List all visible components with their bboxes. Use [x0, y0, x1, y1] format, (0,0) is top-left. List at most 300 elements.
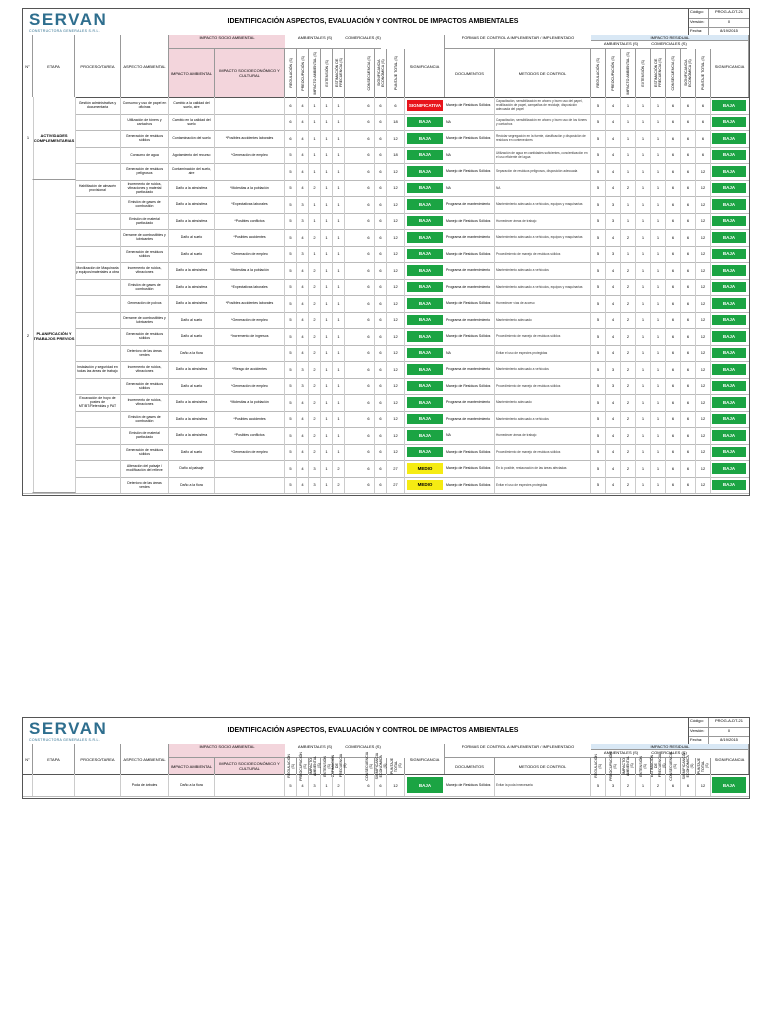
header-residual-score-4 [636, 755, 651, 777]
cell-impacto-ambiental: Contaminación del suelo [169, 130, 215, 147]
header-score-label: EXTENSIÓN (S) [324, 59, 329, 87]
date-label: Fecha: [689, 28, 709, 37]
cell-residual-score: 1 [636, 774, 651, 796]
cell-impacto-socio: *Molestias a la población [215, 262, 285, 279]
cell-impacto-socio: *Molestias a la población [215, 180, 285, 197]
cell-documento: Manejo de Residuos Sólidos [445, 444, 495, 461]
header-residual-score-8 [696, 758, 711, 774]
table-row [23, 279, 749, 297]
significance-badge: BAJA [407, 133, 443, 144]
header-metodos: METODOS DE CONTROL [495, 49, 591, 97]
header-group-ambientales: AMBIENTALES (S) [285, 35, 345, 49]
cell-metodo: Evitar el uso de especies protegidas [495, 477, 591, 494]
significance-badge: BAJA [407, 777, 443, 793]
cell-score: 6 [375, 114, 387, 131]
cell-impacto-socio: *Incremento de ingresos [215, 328, 285, 345]
cell-residual-score: 5 [591, 147, 606, 164]
cell-score: 2 [309, 345, 321, 362]
cell-score: 5 [285, 774, 297, 796]
cell-residual-score: 6 [666, 196, 681, 213]
cell-residual-score: 5 [591, 97, 606, 114]
cell-residual-score: 4 [606, 114, 621, 131]
cell-score: 12 [387, 361, 405, 378]
cell-residual-score: 6 [681, 774, 696, 796]
header-significancia-residual: SIGNIFICANCIA [711, 744, 749, 774]
cell-impacto-socio [215, 114, 285, 131]
cell-impacto-ambiental: Daño al suelo [169, 229, 215, 246]
cell-residual-score: 1 [651, 378, 666, 395]
cell-score: 18 [387, 147, 405, 164]
header-residual-score-4 [636, 49, 651, 97]
cell-residual-score: 5 [591, 262, 606, 279]
cell-residual-score: 1 [636, 180, 651, 197]
cell-score: 3 [297, 361, 309, 378]
cell-residual-score: 6 [666, 345, 681, 362]
residual-significance-badge: BAJA [712, 397, 746, 408]
cell-metodo: Procedimiento de manejo de residuos sólidos [495, 444, 591, 461]
cell-score: 1 [333, 312, 345, 329]
cell-score: 12 [387, 279, 405, 296]
cell-residual-score: 5 [591, 130, 606, 147]
cell-score: 5 [285, 378, 297, 395]
cell-residual-score: 6 [681, 246, 696, 263]
cell-residual-score: 6 [681, 345, 696, 362]
cell-score: 6 [363, 114, 375, 131]
cell-score: 1 [321, 114, 333, 131]
cell-residual-score: 6 [681, 114, 696, 131]
cell-residual-score: 2 [621, 295, 636, 312]
cell-proceso: Excavación de hoyo de postes de MT/BT/Retenidas y PAT [75, 394, 121, 411]
cell-score: 1 [321, 246, 333, 263]
header-score-label: SIGNIFICANCIA ECONÓMICA (S) [376, 59, 385, 87]
code-value: PROG-A-DT-21 [714, 9, 743, 14]
cell-residual-score: 3 [606, 378, 621, 395]
cell-residual-score: 4 [606, 328, 621, 345]
cell-proceso: Movilización de Maquinaria y equipos/materiales a obra [75, 262, 121, 279]
cell-score: 12 [387, 345, 405, 362]
cell-score: 1 [333, 114, 345, 131]
table-row [23, 213, 749, 231]
cell-proceso [75, 130, 121, 147]
cell-residual-score: 6 [681, 477, 696, 494]
header-score-label: IMPACTO AMBIENTAL (S) [308, 755, 321, 776]
sheet-header-2 [23, 718, 749, 745]
cell-impacto-socio: *Generación de empleo [215, 246, 285, 263]
cell-residual-score: 5 [591, 180, 606, 197]
cell-impacto-socio: *Posibles accidentes laborales [215, 130, 285, 147]
header-score-label: ESTIMACIÓN DE FRECUENCIA (S) [334, 58, 343, 88]
cell-proceso: Instalación y seguridad en todas las áreas de trabajo [75, 361, 121, 378]
cell-score: 6 [363, 361, 375, 378]
cell-residual-score: 1 [636, 163, 651, 180]
cell-score: 6 [375, 213, 387, 230]
cell-score: 1 [333, 279, 345, 296]
cell-residual-score: 12 [696, 394, 711, 411]
cell-score: 12 [387, 213, 405, 230]
table-row [23, 378, 749, 396]
header-proceso: PROCESO/TAREA [75, 35, 121, 97]
cell-score: 1 [321, 130, 333, 147]
date-value-2: 8/19/2015 [720, 737, 738, 743]
cell-score: 1 [309, 114, 321, 131]
header-residual-comerciales: COMERCIALES (S) [651, 750, 687, 758]
cell-residual-score: 12 [696, 312, 711, 329]
cell-score: 12 [387, 229, 405, 246]
cell-score: 6 [285, 97, 297, 114]
cell-residual-score: 6 [666, 180, 681, 197]
document-meta [688, 9, 749, 35]
header-residual-score-7 [681, 49, 696, 97]
header-score-8 [387, 49, 405, 97]
cell-residual-score: 4 [606, 427, 621, 444]
cell-residual-score: 1 [651, 196, 666, 213]
cell-proceso [75, 378, 121, 395]
cell-score: 6 [363, 246, 375, 263]
cell-residual-score: 1 [651, 229, 666, 246]
cell-proceso [75, 246, 121, 263]
cell-score: 4 [297, 328, 309, 345]
cell-score: 2 [309, 427, 321, 444]
cell-residual-score: 3 [606, 361, 621, 378]
table-row [23, 411, 749, 429]
cell-impacto-ambiental: Daño al suelo [169, 312, 215, 329]
cell-score: 1 [321, 180, 333, 197]
cell-score: 3 [309, 774, 321, 796]
cell-residual-score: 1 [621, 97, 636, 114]
cell-residual-score: 6 [666, 328, 681, 345]
cell-score: 1 [321, 427, 333, 444]
cell-residual-score: 2 [621, 444, 636, 461]
cell-residual-score: 6 [666, 213, 681, 230]
cell-score: 12 [387, 246, 405, 263]
cell-impacto-ambiental: Daño al suelo [169, 328, 215, 345]
header-score-label: ESTIMACIÓN DE FRECUENCIA (S) [330, 754, 347, 778]
cell-score: 2 [309, 378, 321, 395]
company-logo-2 [29, 720, 139, 742]
cell-score: 4 [297, 427, 309, 444]
cell-score: 4 [297, 444, 309, 461]
residual-significance-badge: BAJA [712, 298, 746, 309]
cell-score: 6 [375, 312, 387, 329]
cell-residual-score: 2 [621, 378, 636, 395]
cell-score: 6 [375, 262, 387, 279]
cell-residual-score: 5 [591, 213, 606, 230]
cell-documento: Programa de mantenimiento [445, 229, 495, 246]
cell-score: 12 [387, 328, 405, 345]
cell-aspecto: Derrame de combustibles y lubricantes [121, 229, 169, 246]
cell-metodo: Procedimiento de manejo de residuos sólidos [495, 246, 591, 263]
cell-score: 2 [309, 180, 321, 197]
residual-significance-badge: BAJA [712, 430, 746, 441]
cell-proceso [75, 229, 121, 246]
significance-badge: BAJA [407, 381, 443, 392]
header-aspecto: ASPECTO AMBIENTAL [121, 744, 169, 774]
cell-score: 1 [321, 196, 333, 213]
cell-score: 2 [309, 279, 321, 296]
cell-residual-score: 5 [591, 196, 606, 213]
cell-impacto-socio [215, 97, 285, 114]
cell-metodo: Mantenimiento adecuado a vehículos, equipos y maquinarias [495, 279, 591, 296]
cell-score: 1 [333, 345, 345, 362]
header-score-1 [285, 49, 297, 97]
cell-residual-score: 6 [666, 262, 681, 279]
cell-score: 5 [285, 147, 297, 164]
header-residual-score-5 [650, 754, 666, 778]
cell-score: 6 [363, 262, 375, 279]
logo-tagline: CONSTRUCTORA GENERALES S.R.L. [29, 29, 101, 33]
cell-residual-score: 6 [666, 130, 681, 147]
cell-residual-score: 12 [696, 163, 711, 180]
cell-score: 1 [321, 444, 333, 461]
cell-impacto-ambiental: Daño a la atmósfera [169, 394, 215, 411]
header-impacto-socio: IMPACTO SOCIOECONÓMICO Y CULTURAL [215, 758, 285, 774]
cell-residual-score: 4 [606, 345, 621, 362]
cell-score: 6 [363, 444, 375, 461]
residual-significance-badge: BAJA [712, 480, 746, 491]
cell-score: 4 [297, 262, 309, 279]
cell-documento: Manejo de Residuos Sólidos [445, 295, 495, 312]
code-label-2: Código: [689, 718, 709, 727]
cell-score: 1 [333, 378, 345, 395]
cell-score: 1 [321, 279, 333, 296]
cell-score: 5 [285, 427, 297, 444]
cell-score: 1 [333, 196, 345, 213]
cell-residual-score: 5 [591, 328, 606, 345]
cell-score: 4 [297, 97, 309, 114]
cell-documento: Programa de mantenimiento [445, 411, 495, 428]
cell-documento: Manejo de Residuos Sólidos [445, 246, 495, 263]
cell-score: 6 [375, 180, 387, 197]
cell-residual-score: 6 [696, 97, 711, 114]
cell-score: 1 [309, 130, 321, 147]
version-label-2: Versión: [689, 728, 709, 737]
residual-significance-badge: BAJA [712, 100, 746, 111]
cell-documento: NA [445, 427, 495, 444]
table-row [23, 361, 749, 379]
cell-aspecto: Emisión de gases de combustión [121, 196, 169, 213]
header-score-8 [387, 758, 405, 774]
cell-score: 6 [375, 130, 387, 147]
cell-score: 5 [285, 163, 297, 180]
cell-proceso [75, 147, 121, 164]
cell-impacto-ambiental: Daño a la atmósfera [169, 196, 215, 213]
header-score-label: PUNTAJE TOTAL (S) [393, 56, 398, 90]
cell-score: 1 [321, 460, 333, 477]
cell-documento: Manejo de Residuos Sólidos [445, 130, 495, 147]
cell-score: 6 [363, 213, 375, 230]
header-score-7 [374, 752, 387, 780]
cell-residual-score: 2 [621, 328, 636, 345]
cell-residual-score: 12 [696, 378, 711, 395]
cell-impacto-socio [215, 774, 285, 796]
cell-residual-score: 1 [651, 477, 666, 494]
cell-score: 12 [387, 180, 405, 197]
stage-cell: PLANIFICACIÓN Y TRABAJOS PREVIOS [33, 180, 76, 494]
cell-score: 6 [363, 130, 375, 147]
cell-score: 1 [333, 180, 345, 197]
cell-score: 1 [321, 378, 333, 395]
cell-residual-score: 5 [591, 774, 606, 796]
cell-residual-score: 6 [681, 378, 696, 395]
code-label: Código: [689, 9, 709, 18]
cell-score: 5 [285, 345, 297, 362]
cell-residual-score: 1 [621, 163, 636, 180]
header-residual-label: PREOCUPACIÓN (S) [609, 751, 617, 781]
header-residual-score-3 [621, 49, 636, 97]
cell-residual-score: 1 [636, 345, 651, 362]
cell-residual-score: 6 [696, 130, 711, 147]
logo-wordmark: SERVAN [29, 10, 108, 29]
cell-score: 2 [309, 328, 321, 345]
cell-residual-score: 12 [696, 279, 711, 296]
cell-score: 1 [321, 312, 333, 329]
cell-score: 1 [333, 262, 345, 279]
cell-residual-score: 4 [606, 411, 621, 428]
cell-residual-score: 3 [606, 246, 621, 263]
cell-residual-score: 2 [621, 229, 636, 246]
table-row [23, 196, 749, 214]
cell-score: 6 [363, 411, 375, 428]
cell-aspecto: Generación de residuos peligrosos [121, 163, 169, 180]
cell-score: 6 [375, 97, 387, 114]
significance-badge: BAJA [407, 414, 443, 425]
cell-residual-score: 5 [591, 427, 606, 444]
cell-impacto-socio [215, 163, 285, 180]
cell-residual-score: 12 [696, 328, 711, 345]
cell-impacto-socio: *Posibles accidentes laborales [215, 295, 285, 312]
cell-score: 6 [363, 328, 375, 345]
header-score-label: SIGNIFICANCIA ECONÓMICA (S) [374, 752, 387, 780]
cell-residual-score: 6 [666, 163, 681, 180]
cell-score: 4 [297, 147, 309, 164]
cell-aspecto: Consumo y uso de papel en oficinas [121, 97, 169, 114]
cell-score: 6 [363, 774, 375, 796]
cell-impacto-socio [215, 460, 285, 477]
cell-residual-score: 12 [696, 411, 711, 428]
header-impacto-socio: IMPACTO SOCIOECONÓMICO Y CULTURAL [215, 49, 285, 97]
cell-impacto-ambiental: Daño a la atmósfera [169, 279, 215, 296]
cell-impacto-socio: *Posibles conflictos [215, 427, 285, 444]
cell-residual-score: 1 [636, 460, 651, 477]
cell-residual-score: 6 [681, 279, 696, 296]
residual-significance-badge: BAJA [712, 166, 746, 177]
cell-score: 1 [309, 213, 321, 230]
cell-residual-score: 6 [666, 97, 681, 114]
header-score-2 [297, 49, 309, 97]
residual-significance-badge: BAJA [712, 348, 746, 359]
cell-impacto-ambiental: Daño al suelo [169, 444, 215, 461]
cell-impacto-ambiental: Daño al suelo [169, 378, 215, 395]
cell-residual-score: 6 [681, 163, 696, 180]
cell-documento: Manejo de Residuos Sólidos [445, 460, 495, 477]
cell-aspecto: Emisión de material particulado [121, 213, 169, 230]
cell-aspecto: Derrame de combustibles y lubricantes [121, 312, 169, 329]
cell-residual-score: 4 [606, 444, 621, 461]
cell-score: 6 [363, 196, 375, 213]
cell-residual-score: 1 [651, 114, 666, 131]
header-group-residual: IMPACTO RESIDUAL [591, 744, 749, 750]
cell-impacto-socio: *Generación de empleo [215, 147, 285, 164]
table-row [23, 477, 749, 495]
table-row [23, 427, 749, 445]
cell-score: 5 [285, 279, 297, 296]
significance-badge: BAJA [407, 232, 443, 243]
cell-aspecto: Generación de residuos sólidos [121, 444, 169, 461]
cell-residual-score: 6 [666, 411, 681, 428]
header-significancia-residual: SIGNIFICANCIA [711, 35, 749, 97]
cell-documento: Manejo de Residuos Sólidos [445, 213, 495, 230]
cell-score: 4 [297, 460, 309, 477]
header-residual-score-6 [666, 49, 681, 97]
table-row [23, 229, 749, 247]
header-residual-score-2 [606, 751, 621, 781]
cell-score: 4 [297, 477, 309, 494]
significance-badge: BAJA [407, 282, 443, 293]
header-residual-ambientales: AMBIENTALES (S) [591, 750, 651, 758]
cell-score: 12 [387, 444, 405, 461]
table-row [23, 147, 749, 165]
header-residual-score-6 [666, 751, 681, 781]
cell-residual-score: 6 [666, 295, 681, 312]
cell-score: 2 [309, 312, 321, 329]
table-row [23, 328, 749, 346]
cell-residual-score: 6 [666, 229, 681, 246]
cell-score: 1 [333, 213, 345, 230]
header-score-4 [321, 49, 333, 97]
cell-residual-score: 12 [696, 262, 711, 279]
cell-score: 6 [375, 246, 387, 263]
cell-score: 6 [363, 460, 375, 477]
cell-score: 1 [321, 411, 333, 428]
cell-score: 1 [333, 147, 345, 164]
cell-metodo: Humedecer áreas de trabajo [495, 213, 591, 230]
header-significancia: SIGNIFICANCIA [405, 744, 445, 774]
cell-score: 2 [309, 394, 321, 411]
cell-residual-score: 6 [666, 477, 681, 494]
header-etapa: ETAPA [33, 35, 75, 97]
cell-residual-score: 2 [621, 411, 636, 428]
date-value: 8/19/2015 [720, 28, 738, 34]
cell-impacto-ambiental: Cambio en la calidad del suelo [169, 114, 215, 131]
significance-badge: BAJA [407, 117, 443, 128]
significance-badge: BAJA [407, 166, 443, 177]
cell-residual-score: 1 [636, 196, 651, 213]
cell-score: 1 [333, 444, 345, 461]
significance-badge: BAJA [407, 348, 443, 359]
cell-score: 6 [363, 477, 375, 494]
cell-score: 4 [297, 312, 309, 329]
cell-aspecto: Incremento de ruidos, vibraciones y material particulado [121, 180, 169, 197]
cell-residual-score: 5 [591, 279, 606, 296]
cell-score: 5 [285, 262, 297, 279]
header-score-label: PREOCUPACIÓN (S) [300, 55, 305, 91]
cell-residual-score: 1 [651, 180, 666, 197]
header-residual-label: ESTIMACIÓN DE FRECUENCIA (S) [654, 58, 662, 88]
cell-score: 4 [297, 774, 309, 796]
cell-score: 1 [321, 328, 333, 345]
cell-metodo: Humedecer áreas de trabajo [495, 427, 591, 444]
code-value-2: PROG-A-DT-21 [714, 718, 743, 723]
cell-residual-score: 1 [636, 229, 651, 246]
cell-score: 2 [333, 477, 345, 494]
cell-residual-score: 5 [591, 361, 606, 378]
cell-impacto-socio: *Posibles accidentes [215, 229, 285, 246]
cell-residual-score: 4 [606, 97, 621, 114]
cell-metodo: Mantenimiento adecuado a vehículos [495, 361, 591, 378]
header-etapa: ETAPA [33, 744, 75, 774]
residual-significance-badge: BAJA [712, 447, 746, 458]
cell-residual-score: 1 [636, 477, 651, 494]
